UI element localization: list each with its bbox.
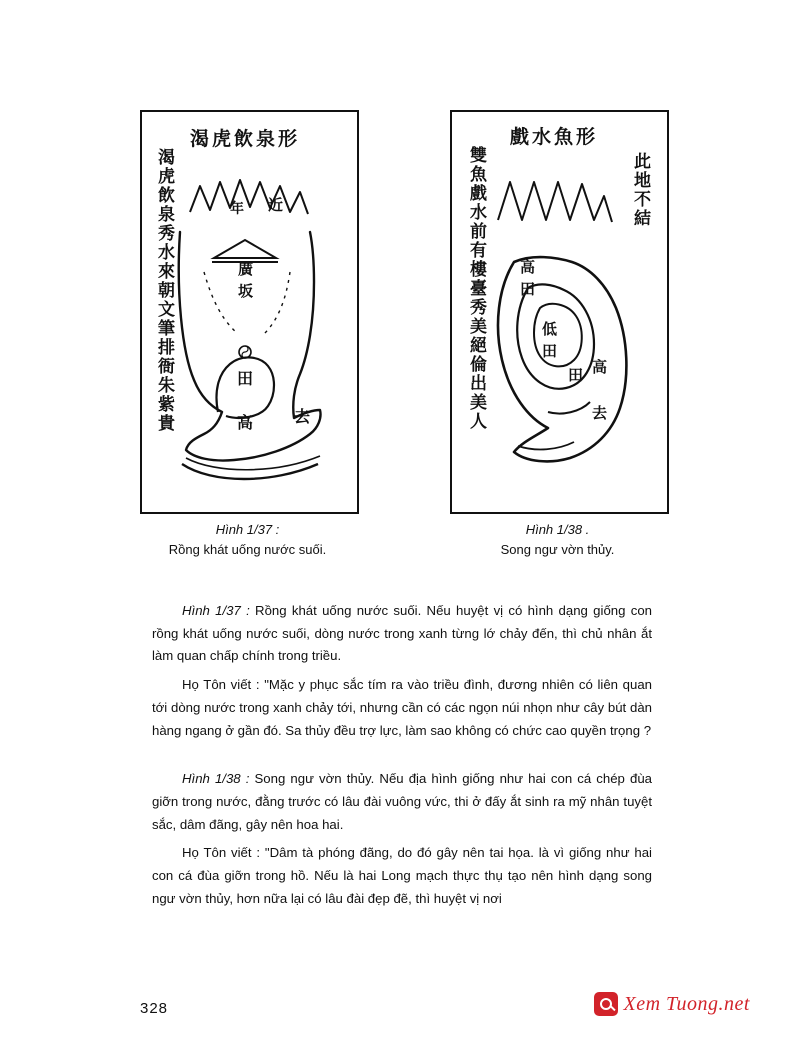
figure-1-38-right-cjk: 此地不結	[630, 152, 650, 228]
paragraph-2-text: Họ Tôn viết : "Mặc y phục sắc tím ra vào triều đình, đương nhiên có liên quan tới dòng nước trong xanh chảy tới, nhưng cần có các ngọn núi nhọn như cây bút dàn hàng ngang ở gần đó. Sa thủy đều trợ lực, làm sao không có chức cao quyền trọng ?	[152, 677, 652, 738]
paragraph-1	[152, 600, 652, 668]
figure-1-38-title-cjk: 戲水魚形	[510, 126, 599, 148]
figure-1-37-label-3: 坂	[238, 282, 257, 300]
figure-1-37-title-cjk: 渴虎飲泉形	[190, 128, 301, 150]
watermark	[594, 992, 751, 1016]
paragraph-4	[152, 842, 652, 910]
figure-1-37-label-4: 田	[237, 369, 257, 388]
figure-1-38-caption-number: Hình 1/38 .	[525, 522, 590, 537]
figure-1-38-caption-text: Song ngư vờn thủy.	[500, 542, 615, 558]
figure-1-38-caption	[450, 520, 665, 560]
figure-1-37-caption	[140, 520, 355, 560]
figure-group	[140, 110, 680, 560]
figure-1-37-caption-text: Rồng khát uống nước suối.	[168, 542, 327, 558]
figure-1-37-image	[140, 110, 359, 514]
paragraph-2	[152, 674, 652, 742]
figure-1-37-side-cjk: 渴虎飲泉秀水來朝文筆排衙朱紫貴	[154, 148, 174, 433]
figure-1-37-label-0: 年	[230, 201, 247, 217]
figure-1-37-label-6: 去	[294, 407, 314, 426]
figure-1-37-label-1: 近	[268, 196, 287, 214]
paragraph-1-lead: Hình 1/37 :	[182, 603, 250, 618]
figure-1-38-label-4: 田	[568, 366, 587, 384]
figure-1-38-label-6: 去	[592, 404, 611, 422]
paragraph-3-lead: Hình 1/38 :	[182, 771, 250, 787]
paragraph-3	[152, 768, 652, 836]
figure-1-38-label-0: 高	[520, 258, 539, 276]
figure-1-37-label-2: 廣	[238, 260, 257, 278]
paragraph-1-text: Rồng khát uống nước suối. Nếu huyệt vị có hình dạng giống con rồng khát uống nước suối, dòng nước trong xanh từng lớ chảy đến, thì chủ nhân ắt làm quan chấp chính trong triều.	[152, 603, 652, 664]
watermark-logo-icon	[594, 992, 618, 1016]
figure-1-37-label-5: 高	[237, 413, 257, 432]
figure-1-38-image	[450, 110, 669, 514]
watermark-text: Xem Tuong.net	[623, 992, 750, 1015]
figure-1-38-side-cjk: 雙魚戲水前有樓臺秀美絕倫出美人	[466, 146, 486, 431]
figure-1-38-label-5: 高	[592, 358, 611, 376]
figure-1-38-label-1: 田	[520, 280, 539, 298]
figure-1-38-label-2: 低	[542, 320, 561, 338]
paragraph-4-text: Họ Tôn viết : "Dâm tà phóng đãng, do đó gây nên tai họa. là vì giống như hai con cá đùa giỡn trong hồ. Nếu là hai Long mạch thực thụ tạo nên hình dạng song ngư vờn thủy, hơn nữa lại có lâu đài đẹp đẽ, thì huyệt vị nơi	[152, 845, 652, 906]
paragraph-3-text: Song ngư vờn thủy. Nếu địa hình giống như hai con cá chép đùa giỡn trong nước, đằng trước có lâu đài vuông vức, thi ở đấy ắt sinh ra mỹ nhân tuyệt sắc, dâm đãng, gây nên hoa hai.	[152, 771, 652, 832]
page-number: 328	[140, 1000, 169, 1017]
body-text	[152, 600, 652, 916]
figure-1-38-label-3: 田	[542, 342, 561, 360]
figure-1-37-caption-number: Hình 1/37 :	[215, 522, 280, 537]
